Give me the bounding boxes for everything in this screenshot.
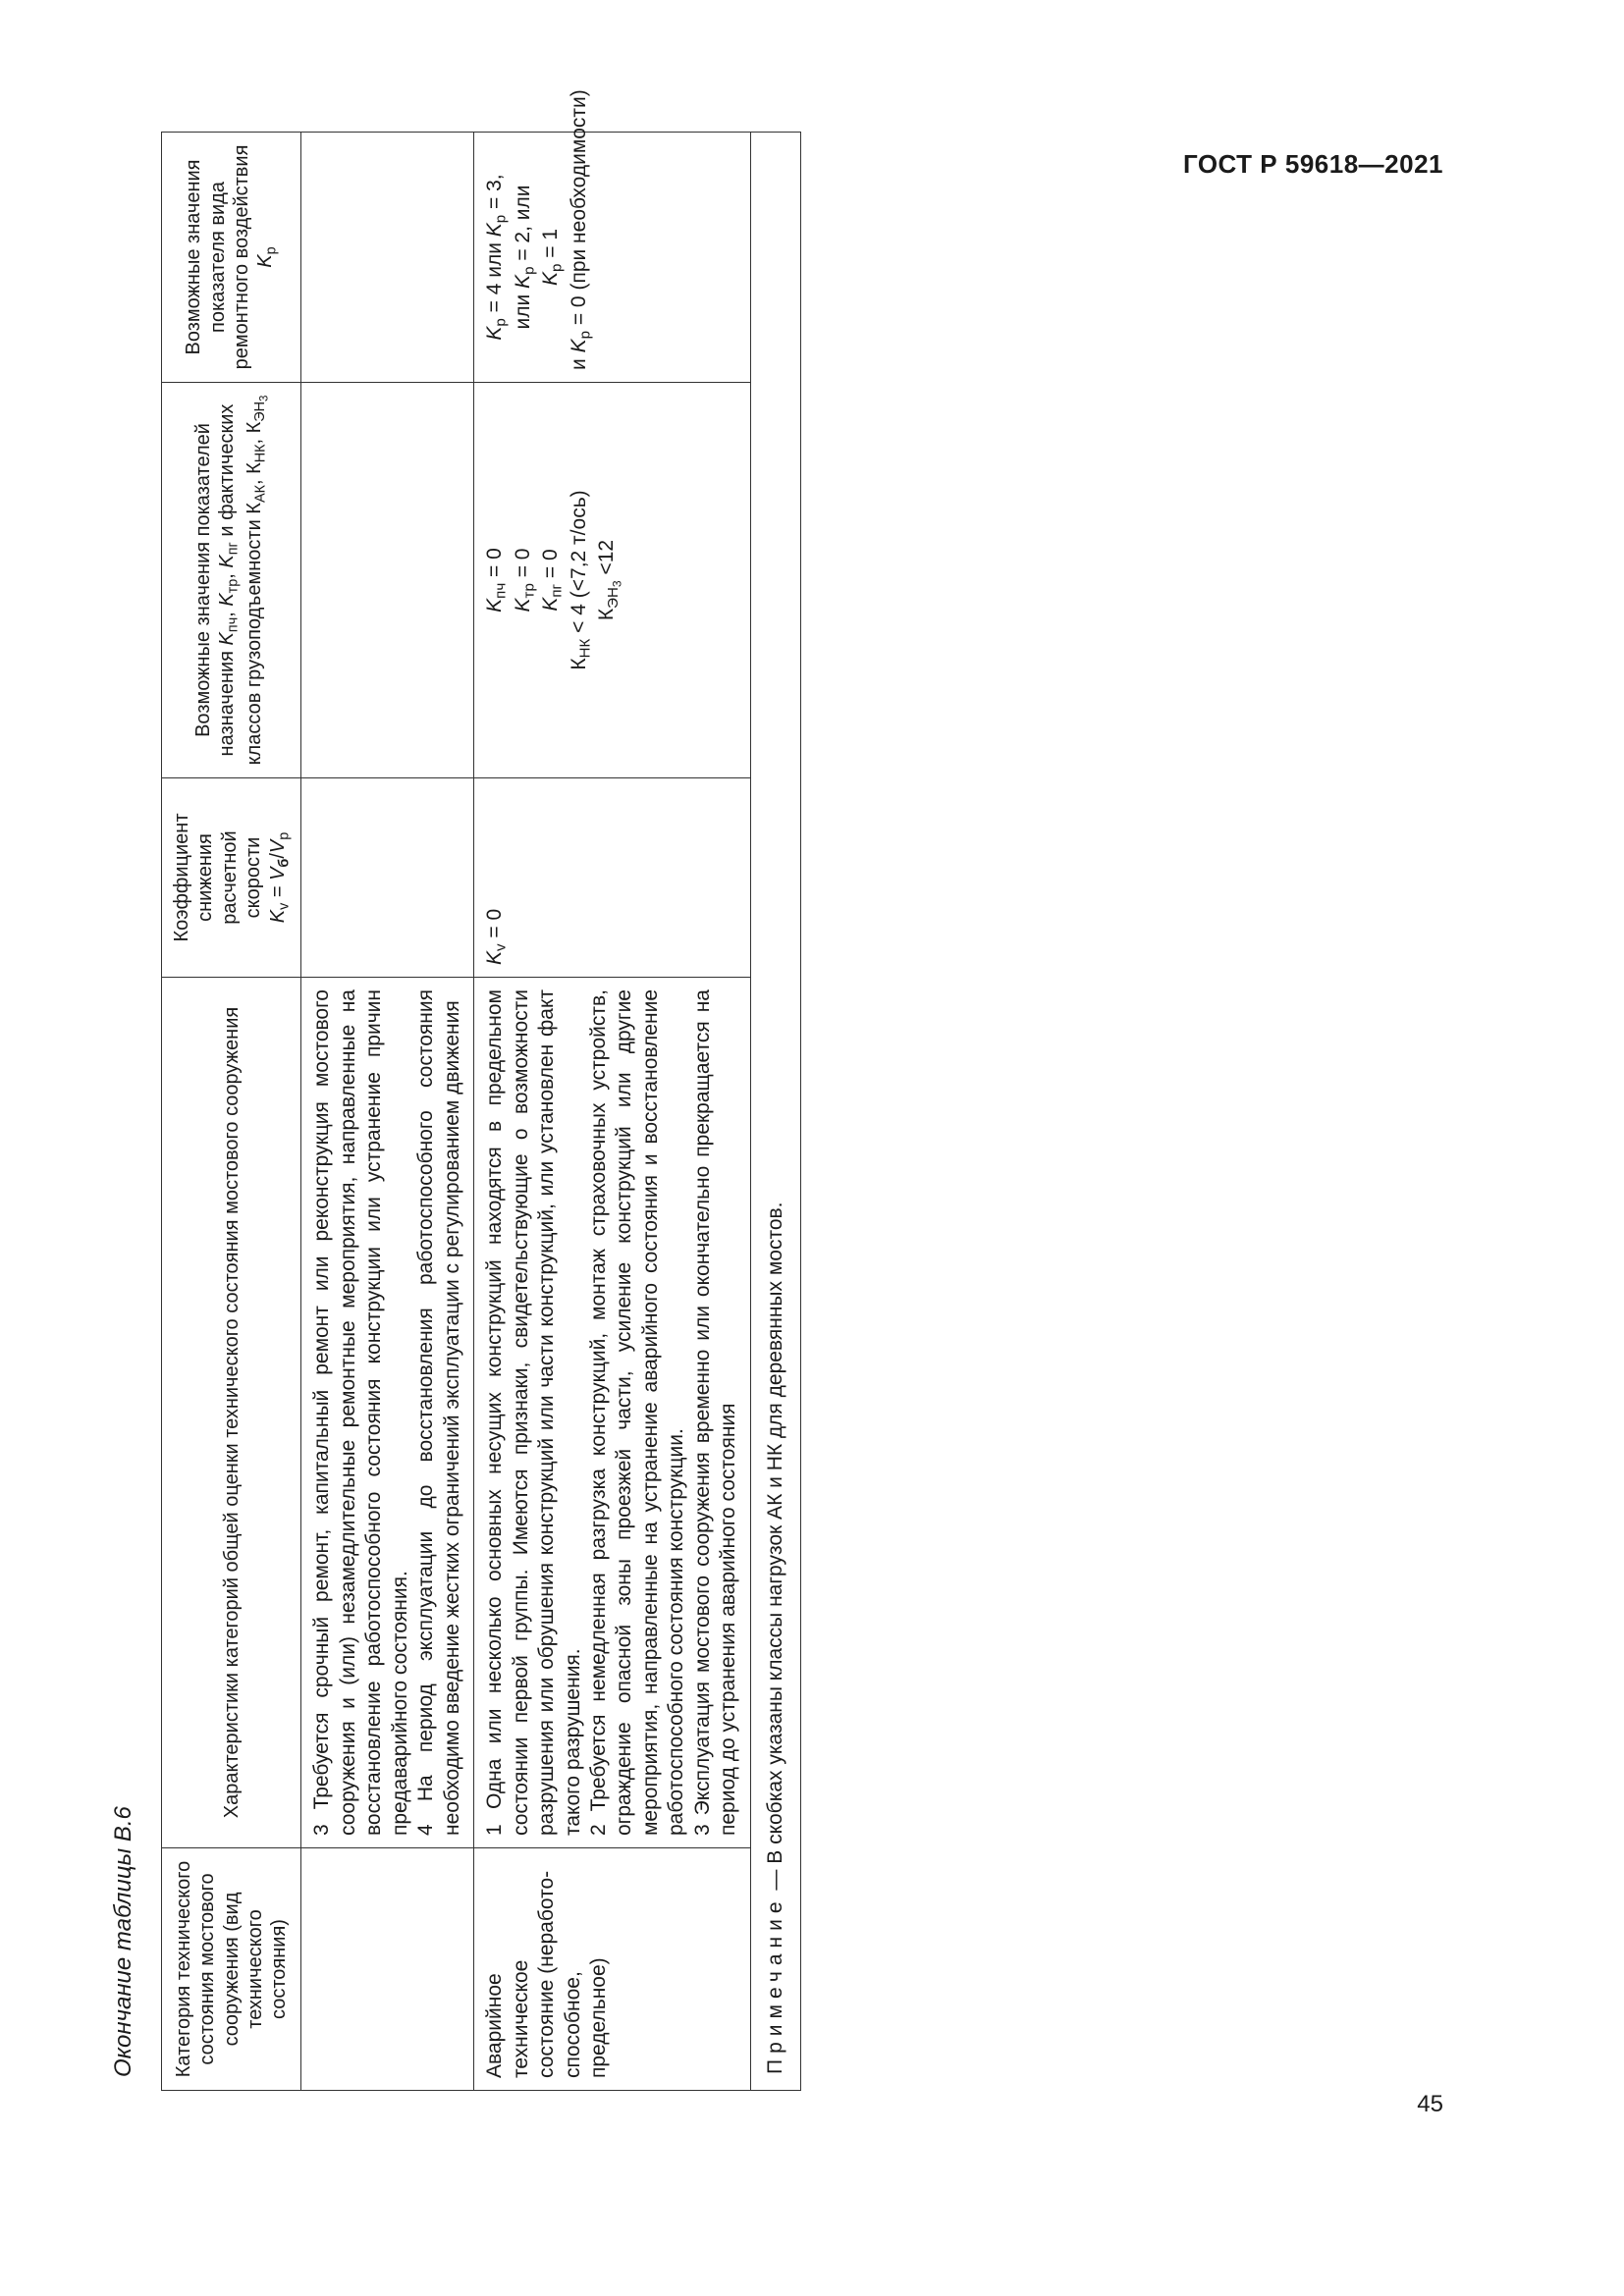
- table-note: [750, 133, 800, 2091]
- row2-item-1: 1 Одна или несколько основных несущих конструкций находятся в предельном состоянии первой группы. Имеются признаки, свидетельствующие о возможности разрушения или обрушения конструкций или части конструкций, или установлен факт такого разрушения.: [483, 989, 584, 1836]
- k-pg: $K_{пг} = 0$: [539, 549, 566, 612]
- document-code: ГОСТ Р 59618—2021: [1182, 149, 1443, 179]
- row1-repair: [301, 133, 474, 383]
- row2-speed: [474, 778, 751, 978]
- header-characteristics: Характеристики категорий общей оценки технического состояния мостового сооружения: [162, 978, 301, 1848]
- table-caption: Окончание таблицы В.6: [110, 1806, 136, 2077]
- k-en3: $К_{ЭН_3} <12$: [595, 539, 624, 621]
- table-row: [474, 133, 751, 2091]
- header-row: [162, 133, 301, 2091]
- row1-speed: [301, 778, 474, 978]
- header-category: Категория технического состояния мостового сооружения (вид технического состояния): [162, 1848, 301, 2091]
- k-nk: $К_{НК} < 4$ (<7,2 т/ось): [567, 490, 594, 670]
- k-pch: $K_{пч} = 0$: [483, 548, 510, 613]
- row1-characteristics: [301, 978, 474, 1848]
- header-speed-text: Коэффициент снижения расчетной скорости: [171, 813, 265, 942]
- table-row: [301, 133, 474, 2091]
- row2-item-2: 2 Требуется немедленная разгрузка конструкций, монтаж страховочных устройств, ограждение опасной зоны проезжей части, усиление конструкций или другие мероприятия, направленные на устранение аварийного состояния и восстановление работоспособного состояния конструкции.: [586, 989, 688, 1836]
- row2-indicators: [474, 383, 751, 778]
- header-repair: [162, 133, 301, 383]
- row2-characteristics: [474, 978, 751, 1848]
- rotated-table-page: [108, 89, 1090, 2091]
- speed-coefficient-value: $K_v = 0$: [483, 908, 510, 965]
- header-indicators: [162, 383, 301, 778]
- page-number: 45: [1417, 2091, 1443, 2117]
- kr-line-2: или $K_р = 2$, или: [511, 185, 538, 330]
- kr-line-4: и $K_р = 0$ (при необходимости): [567, 89, 594, 370]
- header-speed-formula: $K_v = V_б/V_р$: [266, 831, 292, 924]
- row1-item-3: 3 Требуется срочный ремонт, капитальный ремонт или реконструкция мостового сооружения и (или) незамедлительные ремонтные мероприятия, направленные на восстановление работоспособного состояния конструкции или устранение причин предаварийного состояния.: [310, 989, 411, 1836]
- header-repair-symbol: $K_р$: [254, 246, 280, 268]
- header-indicators-text: Возможные значения показателей назначения: [191, 423, 239, 757]
- speed-value: = 0: [483, 908, 507, 938]
- assessment-table: [161, 89, 801, 2091]
- kr-line-3: $K_р = 1$: [539, 228, 566, 287]
- row1-item-4: 4 На период эксплуатации до восстановления работоспособного состояния необходимо введение жестких ограничений эксплуатации с регулированием движения: [414, 989, 463, 1836]
- row1-category: [301, 1848, 474, 2091]
- row2-category: Аварийное техническое состояние (неработо-способное, предельное): [474, 1848, 751, 2091]
- note-row: [750, 133, 800, 2091]
- kr-line-1: $K_р = 4$ или $K_р = 3$,: [483, 174, 510, 341]
- row2-repair: [474, 89, 751, 383]
- k-tr: $K_{тр} = 0$: [511, 548, 538, 613]
- kr-note: (при необходимости): [567, 89, 590, 291]
- row1-indicators: [301, 383, 474, 778]
- header-speed-coefficient: [162, 778, 301, 978]
- header-repair-text: Возможные значения показателя вида ремонтного воздействия: [183, 144, 252, 370]
- header-indicators-formula: $K_{пч}$, $K_{тр}$, $K_{пг}$ и фактических классов грузоподъемности $К_{АК}$, $К_{НК}$, $К_{ЭН_3}$: [216, 395, 271, 766]
- note-text: — В скобках указаны классы нагрузок АК и НК для деревянных мостов.: [763, 1201, 786, 1891]
- row2-item-3: 3 Эксплуатация мостового сооружения временно или окончательно прекращается на период до устранения аварийного состояния: [690, 989, 740, 1836]
- note-label: Примечание: [763, 1896, 786, 2074]
